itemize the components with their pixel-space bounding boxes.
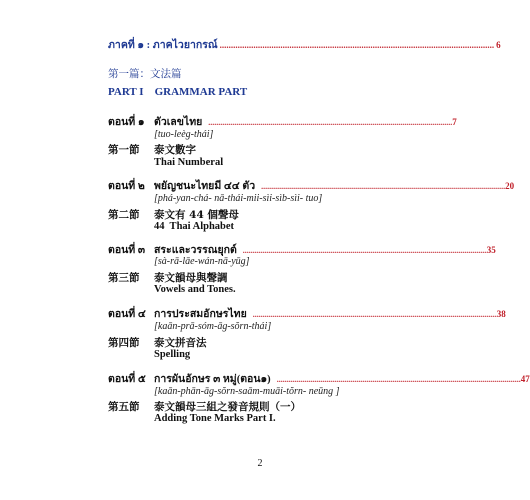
chapter-chinese-row: [108, 207, 239, 222]
section-label: 第三節: [108, 272, 140, 284]
leader-dots: ..........................................................................................................................: [261, 182, 506, 191]
leader-dots: ..........................................................................................................................: [242, 246, 487, 255]
toc-entry-chapter-2[interactable]: [108, 177, 515, 194]
toc-entry-chapter-4[interactable]: [108, 305, 506, 322]
section-label: 第五節: [108, 401, 140, 413]
toc-entry-chapter-5[interactable]: [108, 370, 530, 387]
chapter-number: ตอนที่ ๑: [108, 117, 145, 128]
part-english-heading: PART I GRAMMAR PART: [108, 86, 248, 98]
chapter-transliteration: [kaān-prā-sóm-āg-sŏrn-thái]: [154, 321, 272, 332]
chapter-chinese-row: [108, 335, 207, 350]
chapter-number: ตอนที่ ๔: [108, 309, 146, 320]
chapter-title: ตัวเลขไทย: [154, 117, 203, 128]
chapter-number: ตอนที่ ๕: [108, 374, 146, 385]
section-label: 第四節: [108, 337, 140, 349]
english-title: 44 Thai Alphabet: [154, 221, 235, 232]
section-label: 第一節: [108, 144, 140, 156]
leader-dots: ..........................................................................................................................: [276, 375, 521, 384]
leader-dots: ..........................................................................................................................: [252, 310, 497, 319]
chinese-title: 泰文拼音法: [154, 337, 207, 349]
toc-entry-part-thai[interactable]: [108, 36, 501, 53]
chapter-number: ตอนที่ ๓: [108, 245, 146, 256]
chapter-number: ตอนที่ ๒: [108, 181, 145, 192]
chinese-title: 泰文有 44 個聲母: [154, 209, 239, 221]
chapter-chinese-row: [108, 399, 301, 414]
part-thai-page: 6: [496, 40, 501, 50]
section-label: 第二節: [108, 209, 140, 221]
chapter-page: 7: [452, 117, 457, 127]
chapter-title: การผันอักษร ๓ หมู่(ตอน๑): [154, 374, 271, 385]
chapter-chinese-row: [108, 142, 196, 157]
chapter-page: 38: [496, 309, 506, 319]
toc-entry-chapter-1[interactable]: [108, 113, 457, 130]
english-title: Adding Tone Marks Part I.: [154, 413, 276, 424]
chapter-title: พยัญชนะไทยมี ๔๔ ตัว: [154, 181, 256, 192]
chapter-title: สระและวรรณยุกต์: [154, 245, 237, 256]
english-title: Thai Numberal: [154, 157, 224, 168]
chinese-title: 泰文韻母三組之發音規則（一）: [154, 401, 301, 413]
chapter-transliteration: [phá-yan-chá- nā-thái-mii-sìi-sìb-sìi- tuo]: [154, 193, 323, 204]
english-title: Spelling: [154, 349, 191, 360]
leader-dots: ..........................................................................................................................: [219, 40, 495, 50]
chinese-title: 泰文韻母與聲調: [154, 272, 228, 284]
chapter-page: 20: [505, 181, 515, 191]
chapter-page: 35: [486, 245, 496, 255]
chapter-page: 47: [520, 374, 530, 384]
english-title: Vowels and Tones.: [154, 284, 236, 295]
page-number: 2: [257, 458, 263, 469]
chapter-title: การประสมอักษรไทย: [154, 309, 247, 320]
chapter-chinese-row: [108, 270, 228, 285]
chinese-title: 泰文數字: [154, 144, 196, 156]
chapter-transliteration: [sà-rā-lāe-wán-nā-yūg]: [154, 256, 250, 267]
part-thai-label: ภาคที่ ๑ : ภาคไวยากรณ์: [108, 40, 218, 51]
part-chinese-heading: 第一篇：文法篇: [108, 68, 182, 80]
chapter-transliteration: [tuo-leèg-thái]: [154, 129, 214, 140]
chapter-transliteration: [kaān-phān-āg-sŏrn-saām-muāi-tŏrn- neūng ]: [154, 386, 340, 397]
leader-dots: ..........................................................................................................................: [208, 118, 453, 127]
